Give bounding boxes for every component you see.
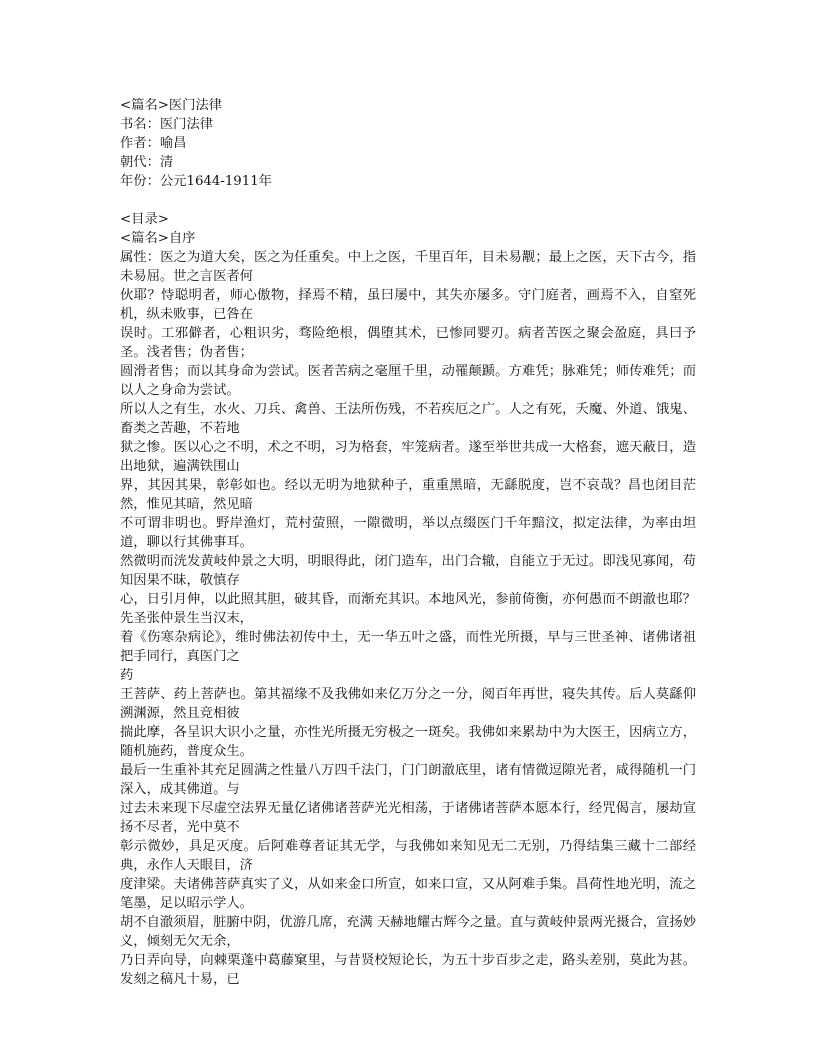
paragraph: 伙耶？恃聪明者，师心傲物，择焉不精，虽曰屡中，其失亦屡多。守门庭者，画焉不入，自窒死机，纵未败事，已咎在 bbox=[120, 288, 696, 322]
chapter-heading: <篇名>医门法律 bbox=[120, 98, 223, 113]
paragraph: 最后一生重补其充足圆满之性量八万四千法门，门门朗澈底里，诸有情微逗隙光者，咸得随机一门深入，成其佛道。与 bbox=[120, 763, 696, 797]
paragraph: 狱之惨。医以心之不明，术之不明，习为格套，牢笼病者。遂至举世共成一大格套，遮天蔽日，造出地狱，遍满铁围山 bbox=[120, 440, 696, 474]
section-heading: <篇名>自序 bbox=[120, 231, 196, 246]
author: 作者：喻昌 bbox=[120, 136, 187, 151]
paragraph: 所以人之有生，水火、刀兵、禽兽、王法所伤残，不若疾厄之广。人之有死，夭魔、外道、饿鬼、畜类之苦趣，不若地 bbox=[120, 402, 696, 436]
paragraph: 揣此摩，各呈识大识小之量，亦性光所摄无穷极之一斑矣。我佛如来累劫中为大医王，因病立方，随机施药，普度众生。 bbox=[120, 725, 696, 759]
paragraph: 王菩萨、药上菩萨也。第其福缘不及我佛如来亿万分之一分，阅百年再世，寝失其传。后人莫繇仰溯渊源，然且竞相彼 bbox=[120, 687, 696, 721]
paragraph: 然微明而洸发黄岐仲景之大明，明眼得此，闭门造车，出门合辙，自能立于无过。即浅见寡闻，苟知因果不昧，敬慎存 bbox=[120, 554, 696, 588]
toc-heading: <目录> bbox=[120, 212, 169, 227]
spacer bbox=[120, 191, 696, 210]
year-range: 年份：公元1644-1911年 bbox=[120, 174, 272, 189]
paragraph: 误时。工邪僻者，心粗识劣，骛险绝根，偶堕其术，已惨同婴刃。病者苦医之聚会盈庭，具曰予圣。浅者售；伪者售； bbox=[120, 326, 696, 360]
paragraph: 属性：医之为道大矣，医之为任重矣。中上之医，千里百年，目未易觏；最上之医，天下古今，指未易屈。世之言医者何 bbox=[120, 250, 696, 284]
dynasty: 朝代：清 bbox=[120, 155, 174, 170]
paragraph: 药 bbox=[120, 668, 134, 683]
paragraph: 彰示微妙，具足灭度。后阿难尊者证其无学，与我佛如来知见无二无别，乃得结集三藏十二部经典，永作人天眼目，济 bbox=[120, 839, 696, 873]
paragraph: 乃日弄向导，向棘栗蓬中葛藤窠里，与昔贤校短论长，为五十步百步之走，路头差别，莫此为甚。发刻之稿凡十易，已 bbox=[120, 953, 696, 987]
paragraph: 不可谓非明也。野岸渔灯，荒村萤照，一隙微明，举以点缀医门千年黯汶，拟定法律，为率由坦道，聊以行其佛事耳。 bbox=[120, 516, 696, 550]
paragraph: 过去未来现下尽虚空法界无量亿诸佛诸菩萨光光相荡，于诸佛诸菩萨本愿本行，经咒偈言，屡劫宣扬不尽者，光中莫不 bbox=[120, 801, 696, 835]
paragraph: 圆滑者售；而以其身命为尝试。医者苦病之毫厘千里，动罹颠踬。方难凭；脉难凭；师传难凭；而以人之身命为尝试。 bbox=[120, 364, 696, 398]
paragraph: 心，日引月伸，以此照其胆，破其昏，而渐充其识。本地风光，参前倚衡，亦何愚而不朗澈也耶？先圣张仲景生当汉末， bbox=[120, 592, 696, 626]
book-title: 书名：医门法律 bbox=[120, 117, 214, 132]
paragraph: 着《伤寒杂病论》，维时佛法初传中土，无一华五叶之盛，而性光所摄，早与三世圣神、诸佛诸祖把手同行，真医门之 bbox=[120, 630, 696, 664]
paragraph: 界，其因其果，彰彰如也。经以无明为地狱种子，重重黑暗，无繇脱度，岂不哀哉？昌也闭目茫然，惟见其暗，然见暗 bbox=[120, 478, 696, 512]
paragraph: 胡不自澈须眉，脏腑中阴，优游几席，充满 天赫地耀古辉今之量。直与黄岐仲景两光摄合，宣扬妙义，倾刻无欠无余， bbox=[120, 915, 696, 949]
paragraph: 度津梁。夫诸佛菩萨真实了义，从如来金口所宣，如来口宣，又从阿难手集。昌荷性地光明，流之笔墨，足以昭示学人。 bbox=[120, 877, 696, 911]
document-page bbox=[120, 96, 696, 989]
